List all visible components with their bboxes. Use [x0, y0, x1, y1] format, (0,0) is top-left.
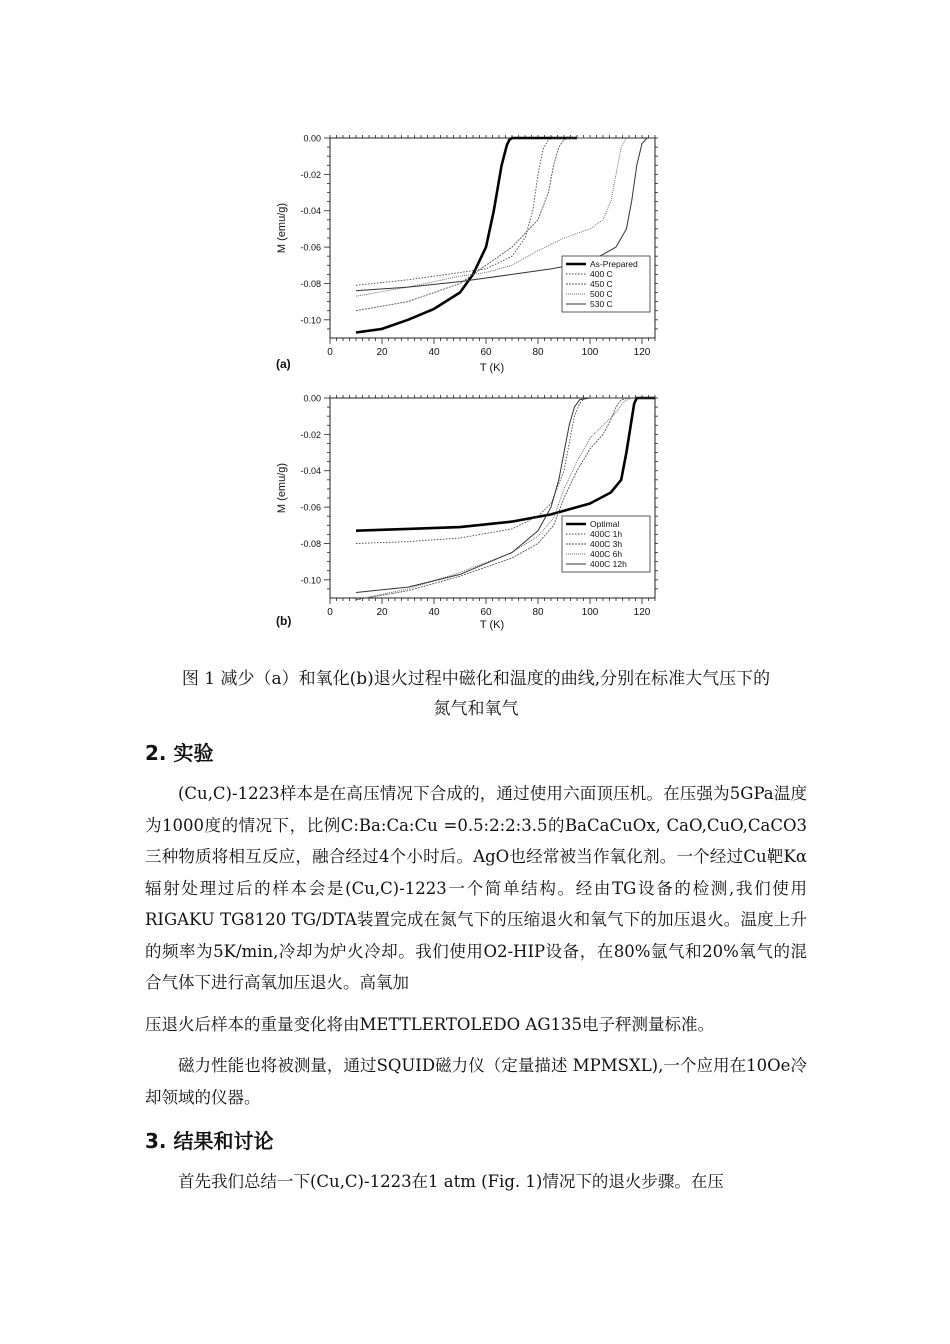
chart-b-svg	[270, 388, 670, 638]
x-tick-label: 40	[428, 607, 440, 618]
x-tick-label: 20	[376, 347, 388, 358]
y-tick-label: 0.00	[303, 393, 321, 404]
y-tick-label: -0.10	[300, 575, 321, 586]
figure-a	[270, 128, 670, 378]
y-tick-label: -0.08	[300, 278, 321, 289]
x-tick-label: 80	[532, 347, 544, 358]
x-tick-label: 60	[480, 607, 492, 618]
legend-label: 530 C	[590, 299, 613, 309]
y-tick-label: -0.04	[300, 466, 321, 477]
legend-label: 400C 3h	[590, 539, 623, 549]
x-tick-label: 20	[376, 607, 388, 618]
x-tick-label: 0	[327, 347, 333, 358]
figure-b	[270, 388, 670, 638]
y-axis-label-a: M (emu/g)	[276, 202, 288, 254]
x-tick-label: 60	[480, 347, 492, 358]
x-tick-label: 0	[327, 607, 333, 618]
y-tick-label: -0.02	[300, 169, 321, 180]
y-tick-label: -0.04	[300, 206, 321, 217]
y-tick-label: -0.02	[300, 429, 321, 440]
caption-line-2: 氮气和氧气	[433, 699, 519, 719]
y-tick-label: -0.08	[300, 538, 321, 549]
legend-label: 400C 6h	[590, 549, 623, 559]
legend-label: As-Prepared	[590, 259, 638, 269]
paragraph-experiment-3: 磁力性能也将被测量，通过SQUID磁力仪（定量描述 MPMSXL),一个应用在10Oe冷却领域的仪器。	[145, 1056, 807, 1107]
y-tick-label: -0.10	[300, 315, 321, 326]
x-tick-label: 100	[581, 607, 599, 618]
figure-caption	[145, 664, 807, 724]
panel-label-a: (a)	[276, 357, 291, 371]
x-tick-label: 80	[532, 607, 544, 618]
y-tick-label: -0.06	[300, 502, 321, 513]
legend-label: 400C 12h	[590, 559, 627, 569]
x-axis-label-a: T (K)	[479, 362, 505, 374]
legend-label: 500 C	[590, 289, 613, 299]
paragraph-experiment-2: 压退火后样本的重量变化将由METTLERTOLEDO AG135电子秤测量标准。	[145, 1015, 715, 1034]
paragraph-results-1: 首先我们总结一下(Cu,C)-1223在1 atm (Fig. 1)情况下的退火步骤。在压	[178, 1172, 724, 1191]
x-tick-label: 40	[428, 347, 440, 358]
panel-label-b: (b)	[276, 614, 292, 628]
x-tick-label: 120	[633, 607, 651, 618]
series-line-as-prepared	[356, 138, 577, 333]
legend-label: 400C 1h	[590, 529, 623, 539]
x-tick-label: 100	[581, 347, 599, 358]
section-heading-results: 3. 结果和讨论	[145, 1129, 274, 1153]
y-tick-label: 0.00	[303, 133, 321, 144]
section-heading-experiment: 2. 实验	[145, 741, 214, 765]
paragraph-experiment-1: (Cu,C)-1223样本是在高压情况下合成的，通过使用六面顶压机。在压强为5GPa温度为1000度的情况下，比例C:Ba:Ca:Cu =0.5:2:2:3.5的BaCaCuOx, CaO,CuO,CaCO3 三种物质将相互反应，融合经过4个小时后。AgO也经常被当作氧化剂。一个经过Cu靶Kα辐射处理过后的样本会是(Cu,C)-1223一个简单结构。经由TG设备的检测,我们使用RIGAKU TG8120 TG/DTA装置完成在氮气下的压缩退火和氧气下的加压退火。温度上升的频率为5K/min,冷却为炉火冷却。我们使用O2-HIP设备，在80%氩气和20%氧气的混合气体下进行高氧加压退火。高氧加	[145, 784, 807, 992]
x-axis-label-b: T (K)	[479, 619, 505, 631]
x-tick-label: 120	[633, 347, 651, 358]
series-line-450-c	[356, 138, 590, 311]
legend-label: 450 C	[590, 279, 613, 289]
legend-label: 400 C	[590, 269, 613, 279]
legend-label: Optimal	[590, 519, 620, 529]
y-tick-label: -0.06	[300, 242, 321, 253]
y-axis-label-b: M (emu/g)	[276, 462, 288, 514]
chart-a-svg	[270, 128, 670, 378]
caption-line-1: 图 1 减少（a）和氧化(b)退火过程中磁化和温度的曲线,分别在标准大气压下的	[181, 669, 771, 689]
series-line-400-c	[356, 138, 564, 285]
